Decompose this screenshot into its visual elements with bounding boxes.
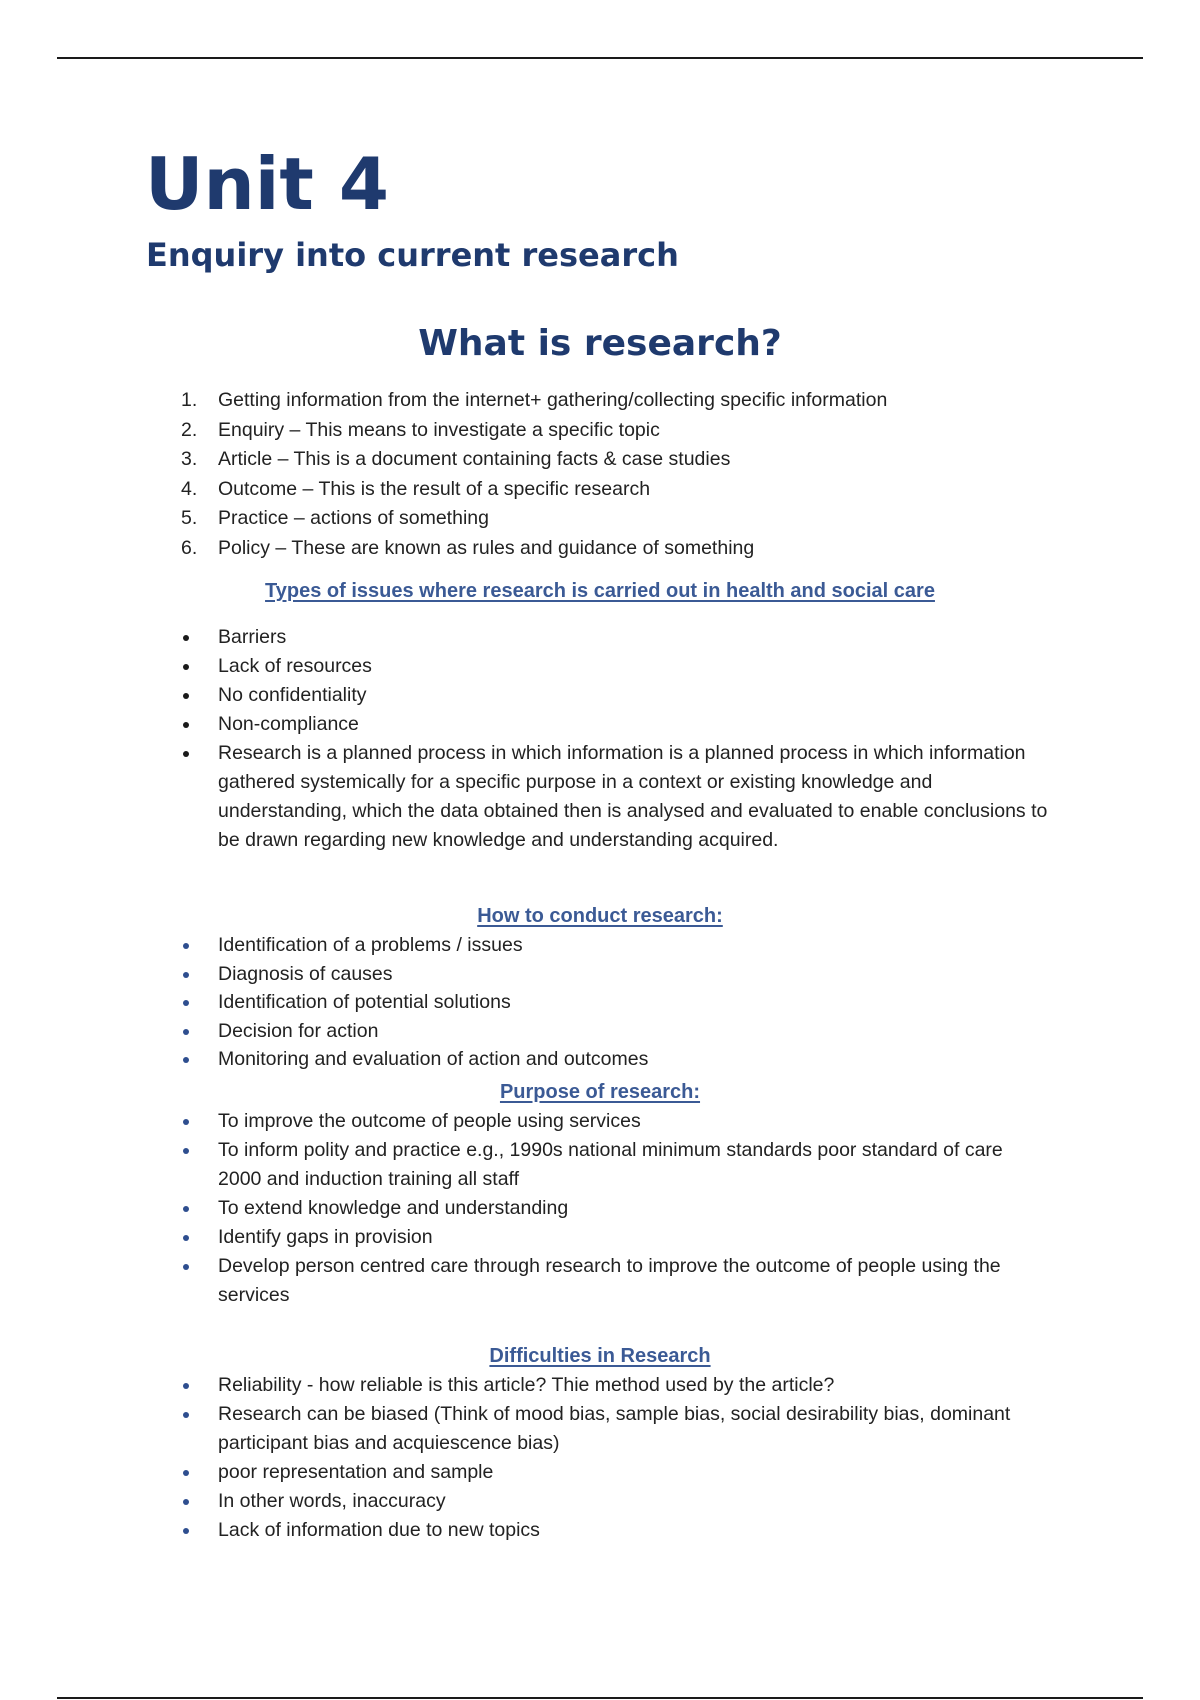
purpose-heading-text: Purpose of research: xyxy=(499,1081,701,1103)
issues-heading-text: Types of issues where research is carried out in health and social care xyxy=(265,580,935,602)
bullet-icon xyxy=(183,722,189,728)
list-item-text: Lack of information due to new topics xyxy=(218,1519,540,1541)
purpose-list xyxy=(0,1107,1200,1310)
list-item-text: Research is a planned process in which information is a planned process in which information gathered systemically for a specific purpose in a context or existing knowledge and understanding, which the data obtained then is analysed and evaluated to enable conclusions to be drawn regarding new knowledge and understanding acquired. xyxy=(218,742,1048,851)
list-item xyxy=(0,504,1200,534)
list-item xyxy=(0,1136,1200,1194)
conduct-heading-text: How to conduct research: xyxy=(477,905,723,927)
list-number: 6. xyxy=(181,536,198,559)
list-item xyxy=(0,445,1200,475)
bullet-icon xyxy=(183,1235,189,1241)
list-item xyxy=(0,386,1200,416)
bullet-icon xyxy=(183,1148,189,1154)
list-item xyxy=(0,1487,1200,1516)
list-item-text: Barriers xyxy=(218,626,287,648)
list-item-text: In other words, inaccuracy xyxy=(218,1490,446,1512)
list-item-text: Identification of potential solutions xyxy=(218,991,511,1013)
list-item-text: Article – This is a document containing facts & case studies xyxy=(218,448,731,470)
list-item xyxy=(0,710,1200,739)
list-item-text: No confidentiality xyxy=(218,684,367,706)
list-item-text: To improve the outcome of people using services xyxy=(218,1110,641,1132)
list-item xyxy=(0,534,1200,564)
list-item-text: Enquiry – This means to investigate a specific topic xyxy=(218,418,660,441)
list-item xyxy=(0,681,1200,710)
bullet-icon xyxy=(183,1057,189,1063)
bullet-icon xyxy=(183,1470,189,1476)
list-item xyxy=(0,960,1200,989)
list-item xyxy=(0,652,1200,681)
list-item xyxy=(0,475,1200,505)
list-number: 3. xyxy=(181,448,198,470)
list-item-text: Monitoring and evaluation of action and outcomes xyxy=(218,1048,649,1070)
bullet-icon xyxy=(183,1000,189,1006)
list-item-text: Practice – actions of something xyxy=(218,507,489,529)
difficulties-list xyxy=(0,1371,1200,1545)
bullet-icon xyxy=(183,1412,189,1418)
bottom-rule xyxy=(57,1697,1143,1699)
list-item-text: To extend knowledge and understanding xyxy=(218,1197,569,1219)
top-rule xyxy=(57,57,1143,59)
bullet-icon xyxy=(183,1029,189,1035)
list-item-text: Develop person centred care through research to improve the outcome of people using the services xyxy=(218,1255,1001,1306)
list-item xyxy=(0,739,1200,855)
bullet-icon xyxy=(183,635,189,641)
list-number: 4. xyxy=(181,477,198,500)
bullet-icon xyxy=(183,1383,189,1389)
list-item xyxy=(0,1107,1200,1136)
list-item xyxy=(0,1194,1200,1223)
document-subtitle: Enquiry into current research xyxy=(146,236,679,274)
list-item-text: Non-compliance xyxy=(218,713,359,735)
bullet-icon xyxy=(183,751,189,757)
list-item-text: Lack of resources xyxy=(218,655,372,677)
issues-list xyxy=(0,623,1200,855)
list-item xyxy=(0,1400,1200,1458)
bullet-icon xyxy=(183,693,189,699)
list-item xyxy=(0,416,1200,446)
what-is-research-heading: What is research? xyxy=(418,323,782,364)
bullet-icon xyxy=(183,972,189,978)
bullet-icon xyxy=(183,1264,189,1270)
bullet-icon xyxy=(183,1499,189,1505)
difficulties-heading-text: Difficulties in Research xyxy=(489,1345,711,1367)
bullet-icon xyxy=(183,1119,189,1125)
conduct-list xyxy=(0,931,1200,1074)
list-item xyxy=(0,1223,1200,1252)
document-title: Unit 4 xyxy=(145,142,389,226)
bullet-icon xyxy=(183,1206,189,1212)
list-item-text: Research can be biased (Think of mood bias, sample bias, social desirability bias, dominant participant bias and acquiescence bias) xyxy=(218,1403,1011,1454)
list-item xyxy=(0,931,1200,960)
list-item xyxy=(0,1017,1200,1046)
list-item xyxy=(0,1458,1200,1487)
list-item xyxy=(0,1516,1200,1545)
list-number: 1. xyxy=(181,389,198,411)
bullet-icon xyxy=(183,664,189,670)
definitions-list xyxy=(0,386,1200,563)
difficulties-heading xyxy=(0,1342,1200,1370)
list-item-text: poor representation and sample xyxy=(218,1461,494,1483)
list-number: 2. xyxy=(181,418,198,441)
conduct-heading xyxy=(0,902,1200,930)
list-item-text: Diagnosis of causes xyxy=(218,962,393,985)
list-item-text: Identification of a problems / issues xyxy=(218,934,523,956)
issues-heading xyxy=(0,577,1200,605)
bullet-icon xyxy=(183,1528,189,1534)
list-item xyxy=(0,988,1200,1017)
list-item-text: To inform polity and practice e.g., 1990s national minimum standards poor standard of care 2000 and induction training all staff xyxy=(218,1139,1003,1190)
list-item-text: Identify gaps in provision xyxy=(218,1226,433,1248)
list-item-text: Outcome – This is the result of a specific research xyxy=(218,477,651,500)
bullet-icon xyxy=(183,943,189,949)
list-number: 5. xyxy=(181,507,198,529)
list-item-text: Decision for action xyxy=(218,1019,379,1042)
list-item-text: Getting information from the internet+ gathering/collecting specific information xyxy=(218,389,888,411)
list-item xyxy=(0,1045,1200,1074)
list-item xyxy=(0,1371,1200,1400)
list-item xyxy=(0,623,1200,652)
list-item xyxy=(0,1252,1200,1310)
purpose-heading xyxy=(0,1078,1200,1106)
list-item-text: Reliability - how reliable is this article? Thie method used by the article? xyxy=(218,1374,835,1396)
list-item-text: Policy – These are known as rules and guidance of something xyxy=(218,536,755,559)
